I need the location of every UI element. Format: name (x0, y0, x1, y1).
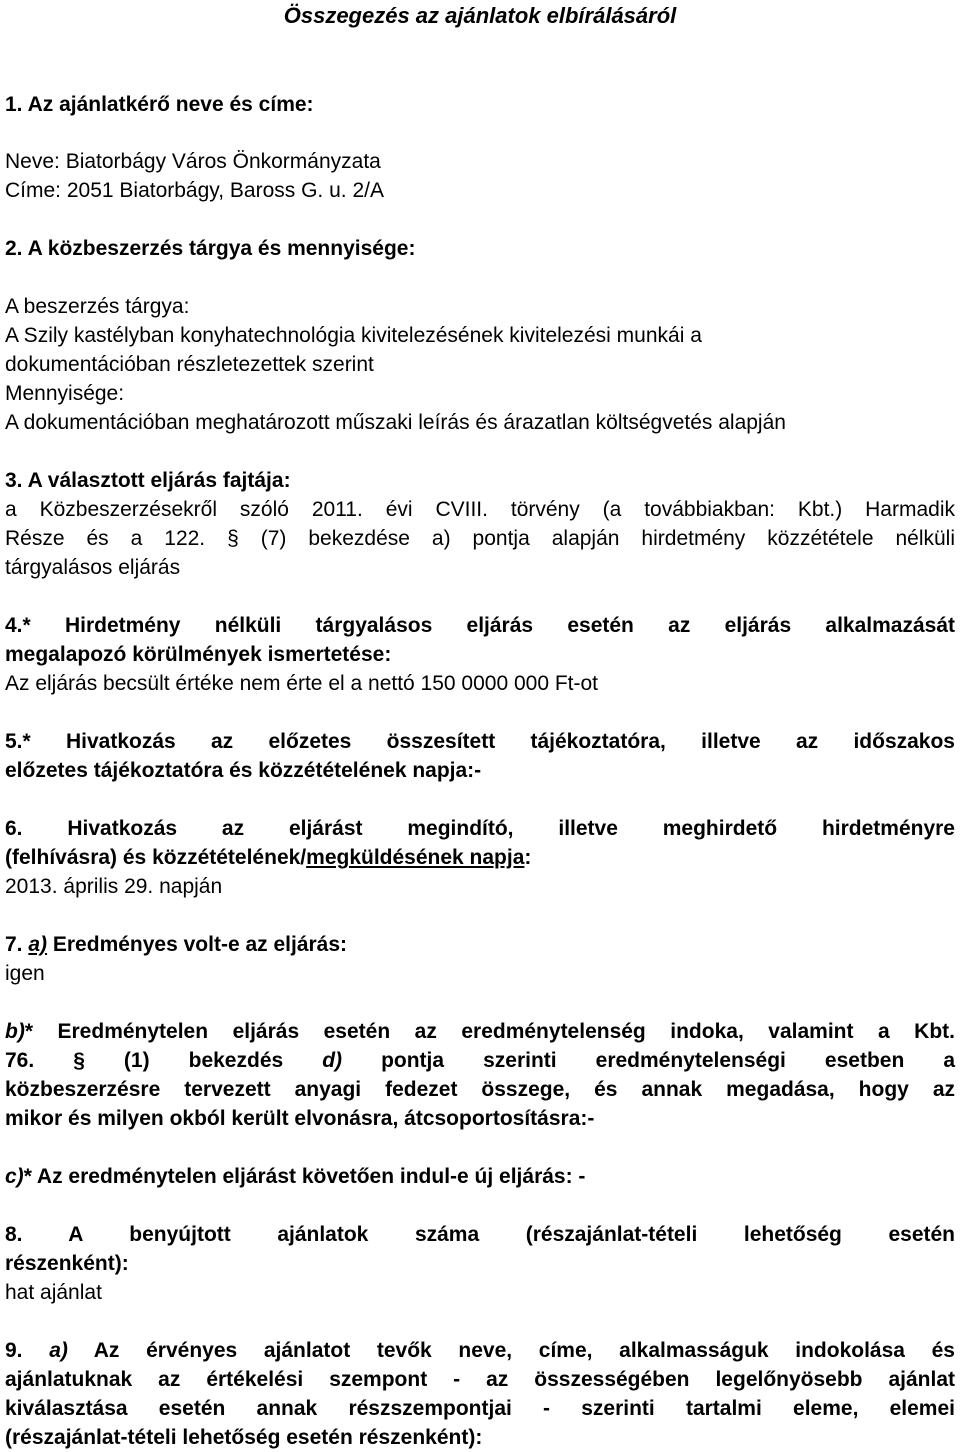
section-8-heading-line-1: 8. A benyújtott ajánlatok száma (részajánlat-tételi lehetőség esetén (5, 1223, 955, 1246)
contracting-authority-name: Neve: Biatorbágy Város Önkormányzata (5, 150, 381, 173)
subject-line-1: A Szily kastélyban konyhatechnológia kivitelezésének kivitelezési munkái a (5, 324, 702, 347)
section-7a-heading (5, 932, 347, 958)
procedure-type-line-3: tárgyalásos eljárás (5, 556, 181, 579)
subject-line-2: dokumentációban részletezettek szerint (5, 353, 374, 376)
section-6-value: 2013. április 29. napján (5, 875, 223, 898)
section-3-heading: 3. A választott eljárás fajtája: (5, 469, 291, 492)
section-1-heading: 1. Az ajánlatkérő neve és címe: (5, 93, 314, 116)
procedure-type-line-2: Része és a 122. § (7) bekezdése a) pontja alapján hirdetmény közzététele nélküli (5, 527, 955, 550)
section-7b-line-1 (5, 1019, 955, 1045)
section-7b-line-4: mikor és milyen okból került elvonásra, átcsoportosításra:- (5, 1107, 595, 1130)
contracting-authority-address: Címe: 2051 Biatorbágy, Baross G. u. 2/A (5, 179, 384, 202)
section-9-line-1 (5, 1338, 955, 1364)
section-4-heading-line-2: megalapozó körülmények ismertetése: (5, 643, 392, 666)
section-6-heading-underlined: megküldésének napja (306, 846, 525, 869)
section-7b-line-2-c: pontja szerinti eredménytelenségi esetben a (342, 1049, 955, 1072)
section-7-number: 7. (5, 933, 29, 956)
procedure-type-line-1: a Közbeszerzésekről szóló 2011. évi CVIII. törvény (a továbbiakban: Kbt.) Harmadik (5, 498, 955, 521)
quantity-value: A dokumentációban meghatározott műszaki leírás és árazatlan költségvetés alapján (5, 411, 786, 434)
section-7b-line-2-a: 76. § (1) bekezdés (5, 1049, 323, 1072)
section-7b-line-1-text: * Eredménytelen eljárás esetén az eredménytelenség indoka, valamint a Kbt. (24, 1020, 955, 1043)
section-9-line-4: (részajánlat-tételi lehetőség esetén részenként): (5, 1426, 483, 1449)
section-8-heading-line-2: részenként): (5, 1252, 129, 1275)
section-7c-line (5, 1164, 585, 1190)
section-7a-heading-text: Eredményes volt-e az eljárás: (47, 933, 348, 956)
section-9-number: 9. (5, 1339, 50, 1362)
page-title: Összegezés az ajánlatok elbírálásáról (283, 3, 677, 28)
section-8-value: hat ajánlat (5, 1281, 102, 1304)
section-6-heading-line-2 (5, 845, 531, 871)
section-5-heading-line-1: 5.* Hivatkozás az előzetes összesített tájékoztatóra, illetve az időszakos (5, 730, 955, 753)
section-4-value: Az eljárás becsült értéke nem érte el a nettó 150 0000 000 Ft-ot (5, 672, 599, 695)
section-4-heading-line-1: 4.* Hirdetmény nélküli tárgyalásos eljárás esetén az eljárás alkalmazását (5, 614, 955, 637)
section-5-heading-line-2: előzetes tájékoztatóra és közzétételének napja:- (5, 759, 482, 782)
section-2-heading: 2. A közbeszerzés tárgya és mennyisége: (5, 237, 416, 260)
section-7a-value: igen (5, 962, 45, 985)
section-6-heading-colon: : (524, 846, 532, 869)
section-7c-letter: c) (5, 1165, 24, 1188)
section-9a-letter: a) (49, 1339, 68, 1362)
section-7b-line-2-d: d) (322, 1049, 343, 1072)
section-7b-letter: b) (5, 1020, 25, 1043)
section-6-heading-part-a: (felhívásra) és közzétételének/ (5, 846, 307, 869)
section-9-line-1-text: Az érvényes ajánlatot tevők neve, címe, alkalmasságuk indokolása és (67, 1339, 955, 1362)
section-7a-letter: a) (28, 933, 48, 956)
section-7b-line-2 (5, 1048, 955, 1074)
section-9-line-3: kiválasztása esetén annak részszempontjai - szerinti tartalmi eleme, elemei (5, 1397, 955, 1420)
section-7b-line-3: közbeszerzésre tervezett anyagi fedezet összege, és annak megadása, hogy az (5, 1078, 955, 1101)
section-9-line-2: ajánlatuknak az értékelési szempont - az összességében legelőnyösebb ajánlat (5, 1368, 955, 1391)
subject-label: A beszerzés tárgya: (5, 295, 190, 318)
section-6-heading-line-1: 6. Hivatkozás az eljárást megindító, illetve meghirdető hirdetményre (5, 817, 955, 840)
section-7c-text: * Az eredménytelen eljárást követően indul-e új eljárás: - (23, 1165, 586, 1188)
quantity-label: Mennyisége: (5, 382, 125, 405)
